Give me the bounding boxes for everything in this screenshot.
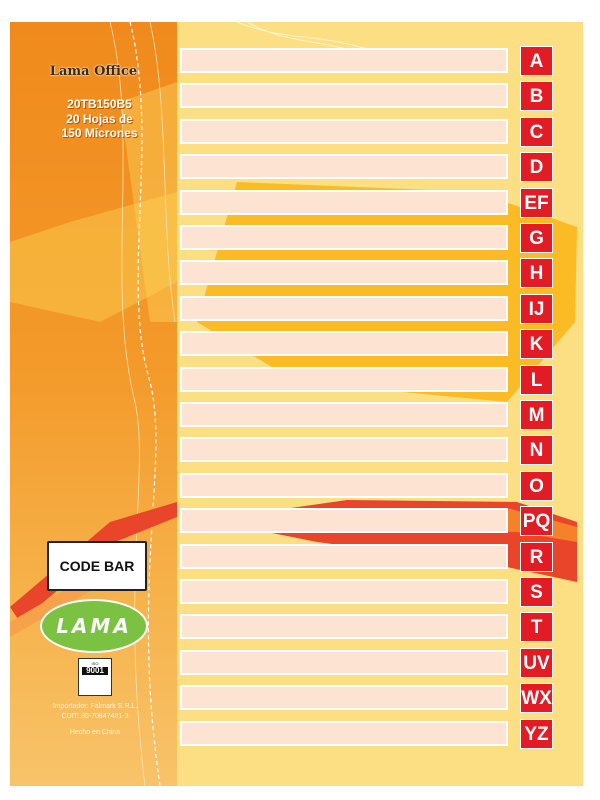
index-row[interactable] [180, 402, 508, 427]
index-tab[interactable]: D [520, 152, 553, 182]
index-row[interactable] [180, 119, 508, 144]
index-row[interactable] [180, 296, 508, 321]
index-tab[interactable]: L [520, 365, 553, 395]
index-row[interactable] [180, 473, 508, 498]
index-row[interactable] [180, 650, 508, 675]
index-row[interactable] [180, 260, 508, 285]
index-tab[interactable]: A [520, 46, 553, 76]
index-row[interactable] [180, 367, 508, 392]
index-tab[interactable]: R [520, 542, 553, 572]
index-divider-sheet [10, 22, 583, 786]
index-tab[interactable]: PQ [520, 506, 553, 536]
index-row[interactable] [180, 154, 508, 179]
index-tab[interactable]: H [520, 258, 553, 288]
index-tab[interactable]: YZ [520, 719, 553, 749]
index-tab[interactable]: WX [520, 683, 553, 713]
index-tab[interactable]: B [520, 81, 553, 111]
index-row[interactable] [180, 225, 508, 250]
sheet-thickness: 150 Micrones [61, 126, 138, 140]
iso-certification-badge [78, 658, 112, 696]
index-row[interactable] [180, 331, 508, 356]
index-tab[interactable]: S [520, 577, 553, 607]
index-tab[interactable]: T [520, 612, 553, 642]
index-row[interactable] [180, 614, 508, 639]
sheets-count: 20 Hojas de [66, 112, 133, 126]
index-tab[interactable]: M [520, 400, 553, 430]
index-row[interactable] [180, 544, 508, 569]
importer-text: Importador: Falmark S.R.L. [52, 703, 138, 710]
index-tab[interactable]: N [520, 435, 553, 465]
index-tab[interactable]: UV [520, 648, 553, 678]
made-in-text: Hecho en China [69, 729, 121, 736]
index-row[interactable] [180, 48, 508, 73]
index-tab[interactable]: G [520, 223, 553, 253]
code-bar-box: CODE BAR [47, 541, 147, 591]
index-row[interactable] [180, 579, 508, 604]
index-row[interactable] [180, 721, 508, 746]
model-code: 20TB150B5 [67, 97, 132, 111]
cuit-text: CUIT: 30-70847481-3 [61, 713, 129, 720]
index-tab[interactable]: O [520, 471, 553, 501]
index-tab[interactable]: EF [520, 188, 553, 218]
cover-band [10, 22, 177, 786]
index-tab[interactable]: K [520, 329, 553, 359]
index-row[interactable] [180, 190, 508, 215]
index-tab[interactable]: C [520, 117, 553, 147]
lama-logo: LAMA [40, 599, 148, 653]
index-row[interactable] [180, 508, 508, 533]
index-tab[interactable]: IJ [520, 294, 553, 324]
brand-name: Lama Office [49, 64, 138, 79]
iso-number: 9001 [82, 667, 108, 675]
index-row[interactable] [180, 437, 508, 462]
iso-label: ISO [91, 661, 99, 666]
index-row[interactable] [180, 83, 508, 108]
index-row[interactable] [180, 685, 508, 710]
